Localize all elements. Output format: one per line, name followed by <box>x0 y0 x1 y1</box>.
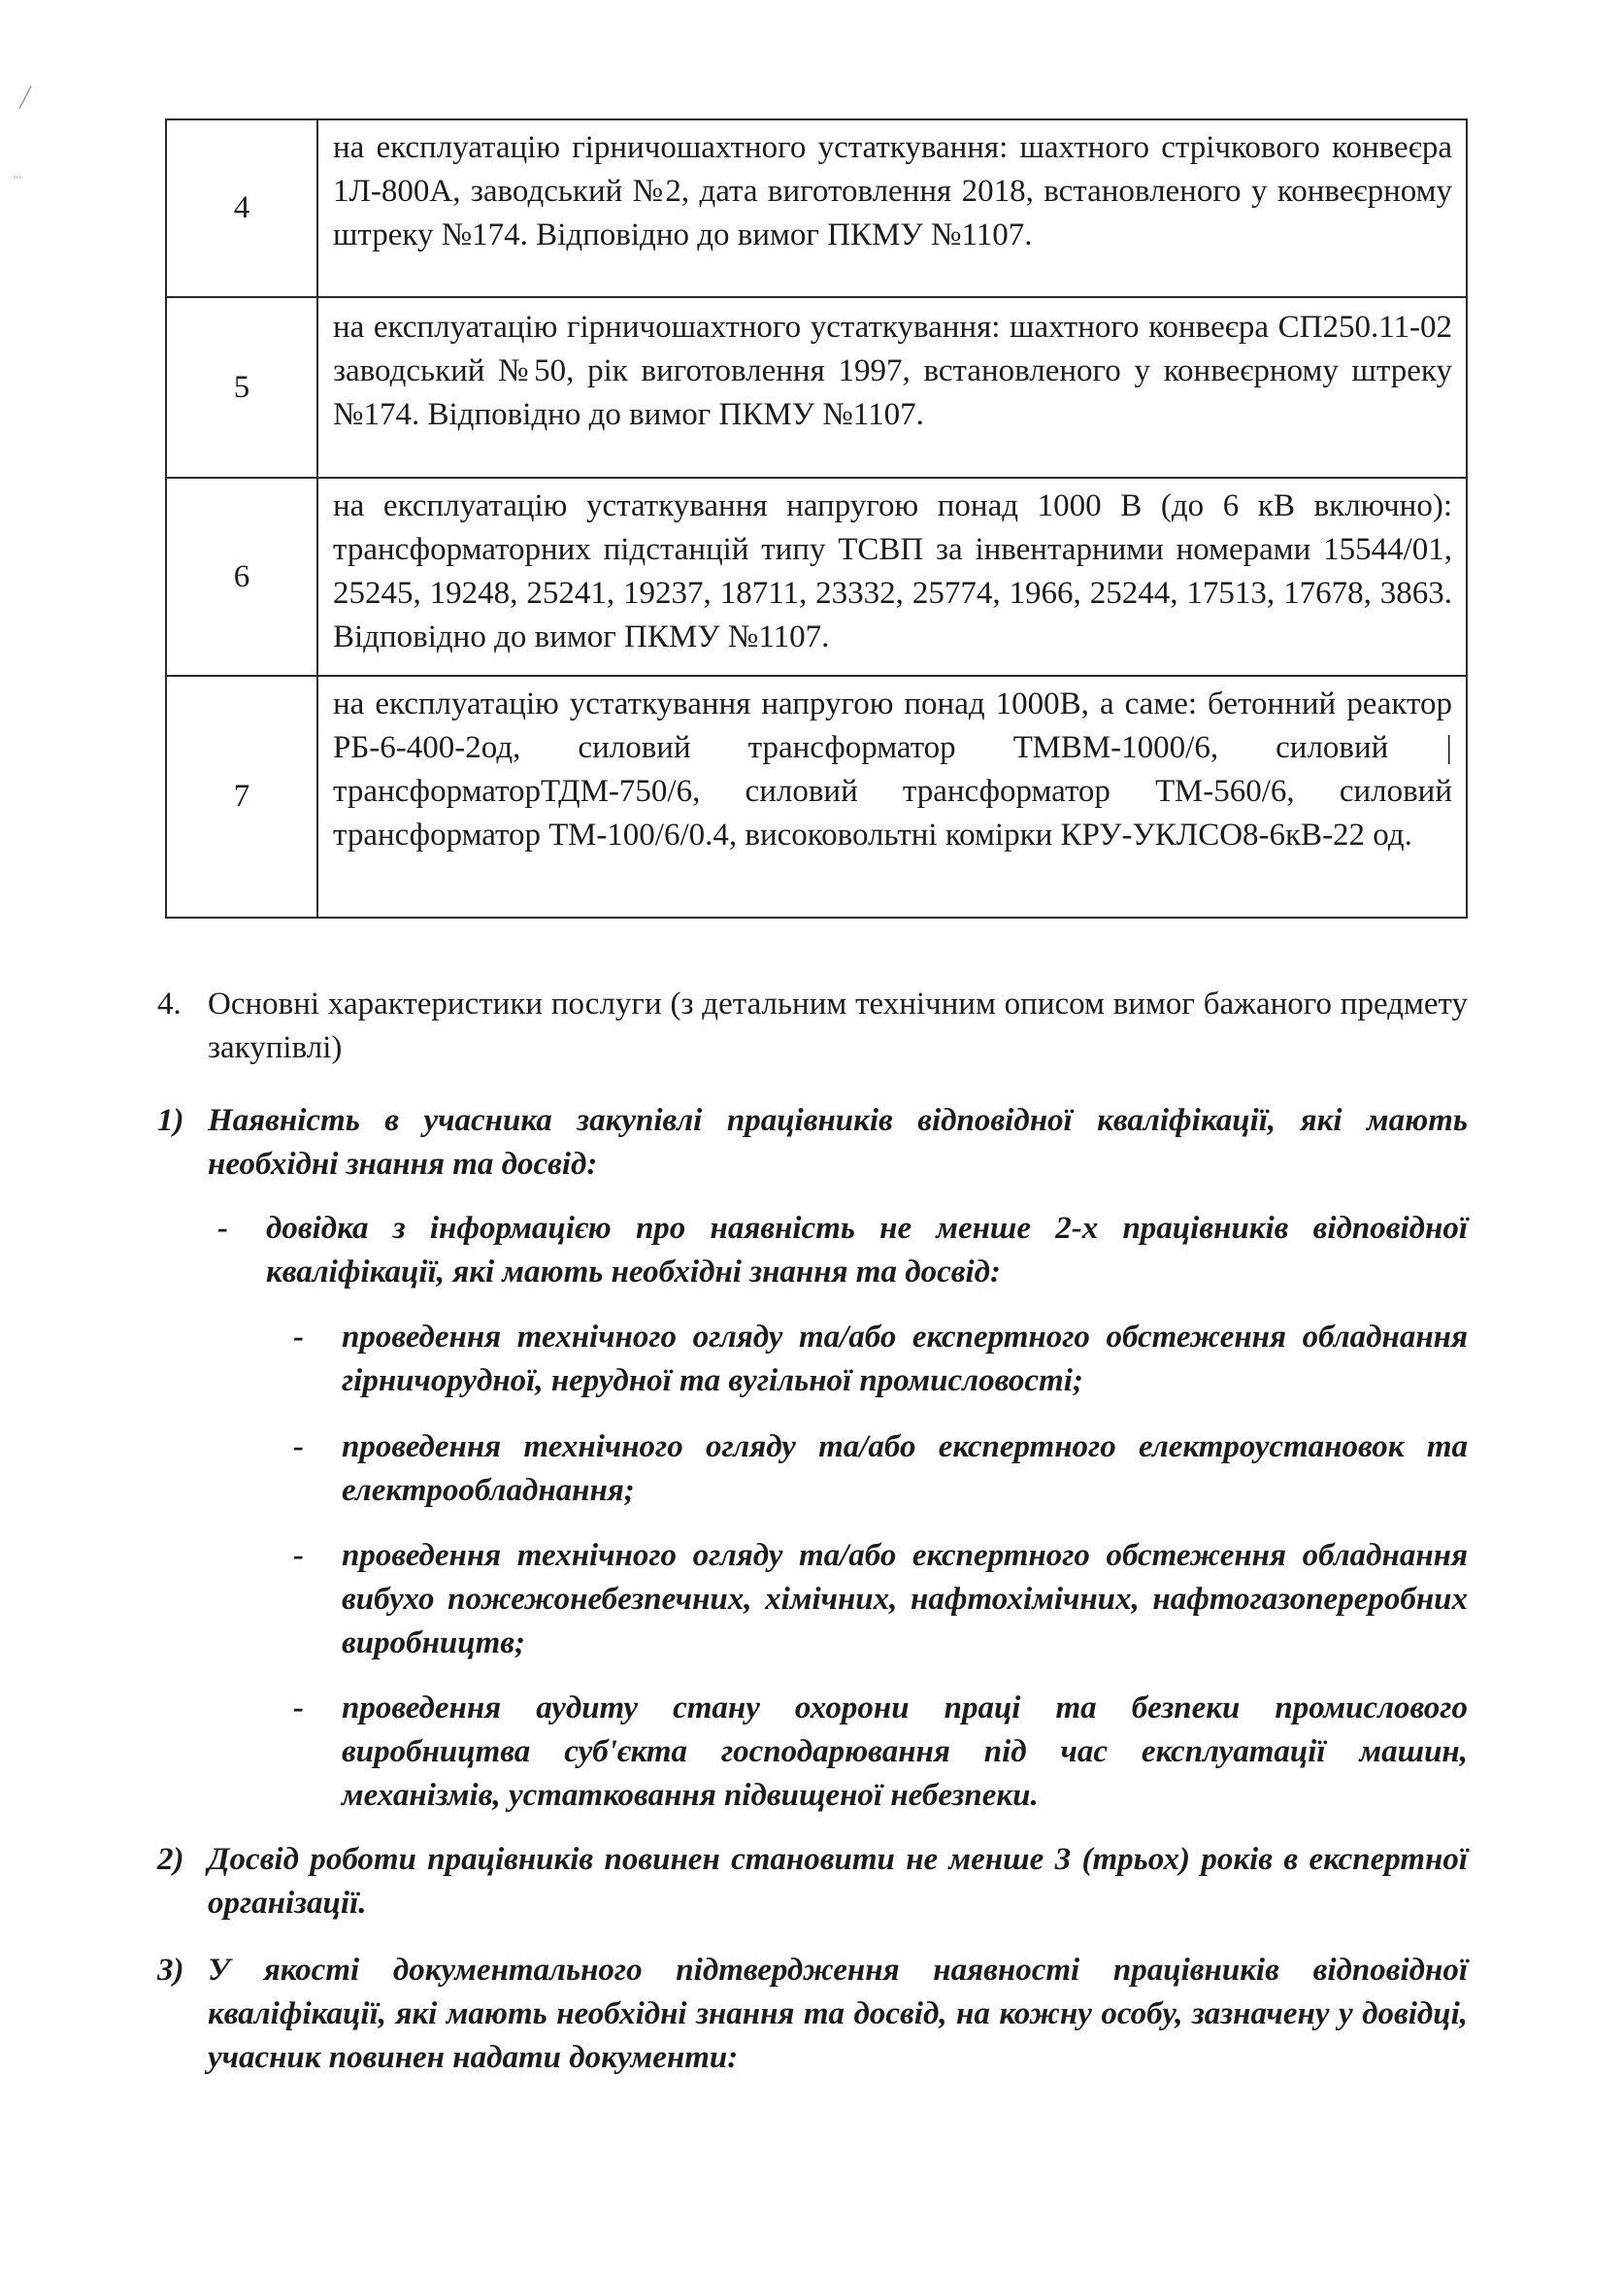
section-number: 4. <box>157 987 182 1021</box>
requirement-number: 2) <box>157 1842 184 1877</box>
qualification-text: проведення технічного огляду та/або експертного обстеження обладнання вибухо пожежонебезпечних, хімічних, нафтохімічних, нафтогазопереробних виробництв; <box>342 1538 1468 1660</box>
row-number: 6 <box>166 478 317 676</box>
row-description: на експлуатацію гірничошахтного устаткування: шахтного конвеєра СП250.11-02 заводський №50, рік виготовлення 1997, встановленого у конвеєрному штреку №174. Відповідно до вимог ПКМУ №1107. <box>317 297 1467 478</box>
row-description: на експлуатацію гірничошахтного устаткування: шахтного стрічкового конвеєра 1Л-800А, заводський №2, дата виготовлення 2018, встановленого у конвеєрному штреку №174. Відповідно до вимог ПКМУ №1107. <box>317 119 1467 297</box>
row-description: на експлуатацію устаткування напругою понад 1000 В (до 6 кВ включно): трансформаторних підстанцій типу ТСВП за інвентарними номерами 15544/01, 25245, 19248, 25241, 19237, 18711, 23332, 25774, 1966, 25244, 17513, 17678, 3863. Відповідно до вимог ПКМУ №1107. <box>317 478 1467 676</box>
requirement-text: Досвід роботи працівників повинен становити не менше 3 (трьох) років в експертної організації. <box>208 1842 1468 1921</box>
qualification-item <box>293 1534 1468 1665</box>
sub-requirement-text: довідка з інформацією про наявність не менше 2-х працівників відповідної кваліфікації, які мають необхідні знання та досвід: <box>266 1211 1468 1289</box>
scan-artifact-mark: ˝˙ <box>14 175 23 189</box>
requirement-number: 1) <box>157 1103 184 1138</box>
section-title: Основні характеристики послуги (з детальним технічним описом вимог бажаного предмету закупівлі) <box>208 987 1468 1065</box>
table-row <box>166 119 1467 297</box>
row-number: 5 <box>166 297 317 478</box>
dash-bullet: - <box>293 1429 304 1464</box>
section-4-heading <box>157 983 1468 1070</box>
table-row <box>166 478 1467 676</box>
permits-table <box>165 118 1468 919</box>
qualification-item <box>293 1316 1468 1403</box>
dash-bullet: - <box>293 1691 304 1725</box>
requirement-text: Наявність в учасника закупівлі працівників відповідної кваліфікації, які мають необхідні знання та досвід: <box>208 1103 1468 1182</box>
requirement-number: 3) <box>157 1953 184 1988</box>
qualification-text: проведення технічного огляду та/або експертного обстеження обладнання гірничорудної, нерудної та вугільної промисловості; <box>342 1320 1468 1398</box>
requirement-3 <box>157 1949 1468 2080</box>
dash-bullet: - <box>293 1538 304 1573</box>
requirement-1 <box>157 1099 1468 1187</box>
table-row <box>166 676 1467 918</box>
sub-requirement <box>217 1207 1468 1294</box>
requirement-text: У якості документального підтвердження наявності працівників відповідної кваліфікації, які мають необхідні знання та досвід, на кожну особу, зазначену у довідці, учасник повинен надати документи: <box>208 1953 1468 2075</box>
dash-bullet: - <box>217 1211 228 1246</box>
qualification-item <box>293 1425 1468 1513</box>
qualification-item <box>293 1687 1468 1818</box>
row-number: 4 <box>166 119 317 297</box>
table-row <box>166 297 1467 478</box>
dash-bullet: - <box>293 1320 304 1355</box>
row-number: 7 <box>166 676 317 918</box>
scan-artifact-mark: ╱ <box>19 87 32 109</box>
requirement-2 <box>157 1838 1468 1925</box>
row-description: на експлуатацію устаткування напругою понад 1000В, а саме: бетонний реактор РБ-6-400-2од, силовий трансформатор ТМВМ-1000/6, силовий |трансформаторТДМ-750/6, силовий трансформатор ТМ-560/6, силовий трансформатор ТМ-100/6/0.4, високовольтні комірки КРУ-УКЛСО8-6кВ-22 од. <box>317 676 1467 918</box>
qualification-text: проведення технічного огляду та/або експертного електроустановок та електрообладнання; <box>342 1429 1468 1508</box>
qualification-text: проведення аудиту стану охорони праці та безпеки промислового виробництва суб'єкта господарювання під час експлуатації машин, механізмів, устатковання підвищеної небезпеки. <box>342 1691 1468 1813</box>
